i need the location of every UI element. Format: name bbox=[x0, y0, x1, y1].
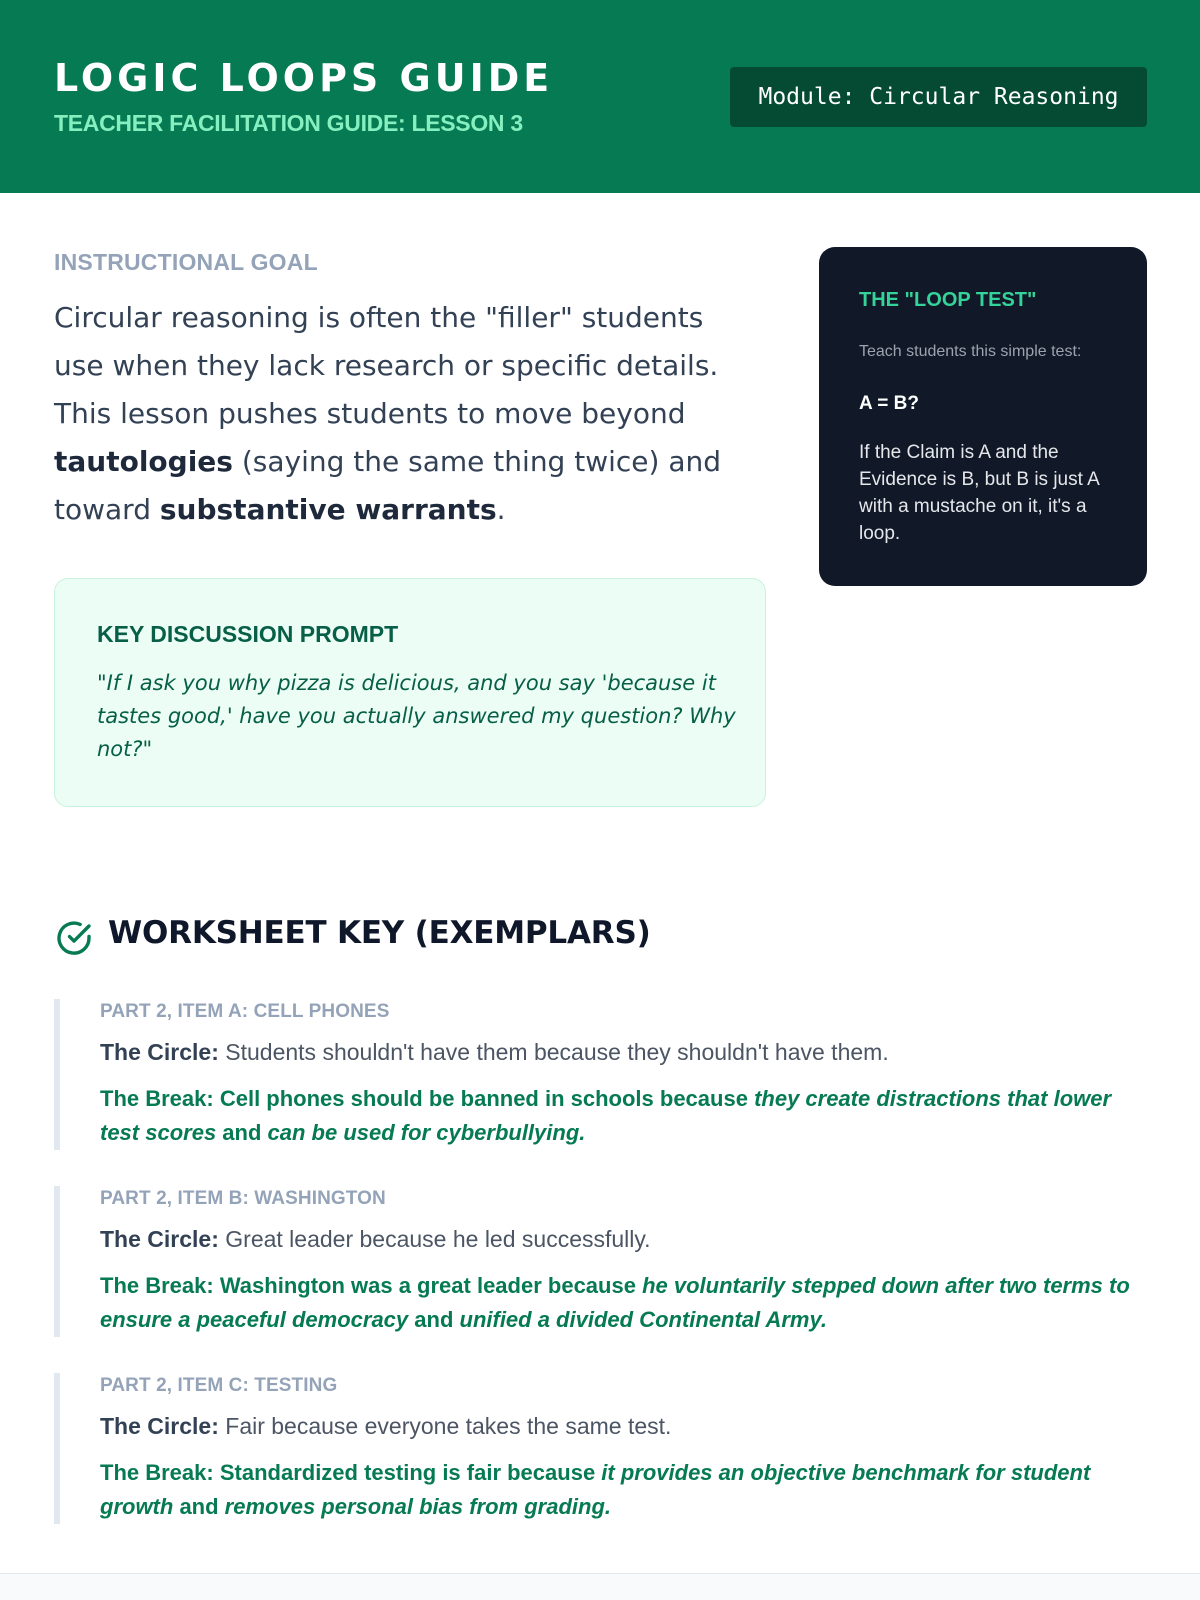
circle-label: The Circle: bbox=[100, 1039, 219, 1065]
break-and: and bbox=[173, 1494, 225, 1519]
loop-test-card bbox=[819, 247, 1147, 586]
check-circle-icon bbox=[54, 918, 94, 958]
discussion-prompt-box bbox=[54, 578, 766, 807]
circle-text: Great leader because he led successfully. bbox=[225, 1226, 651, 1252]
break-reason-2: can be used for cyberbullying. bbox=[267, 1120, 586, 1145]
page-header bbox=[0, 0, 1200, 193]
prompt-label: KEY DISCUSSION PROMPT bbox=[97, 621, 399, 647]
circle-text: Students shouldn't have them because they shouldn't have them. bbox=[225, 1039, 889, 1065]
break-reason-1: they create distractions that lower test scores bbox=[100, 1086, 1112, 1145]
goal-bold-tautologies: tautologies bbox=[54, 445, 233, 478]
prompt-quote: "If I ask you why pizza is delicious, and you say 'because it tastes good,' have you actually answered my question? Why not?" bbox=[97, 671, 736, 761]
break-lead: Standardized testing is fair because bbox=[219, 1460, 602, 1485]
break-example bbox=[100, 1269, 1140, 1337]
goal-text-part-3: . bbox=[496, 493, 506, 526]
circle-label: The Circle: bbox=[100, 1413, 219, 1439]
loop-test-intro: Teach students this simple test: bbox=[859, 343, 1082, 360]
worksheet-item bbox=[54, 1186, 1154, 1337]
break-label: The Break: bbox=[100, 1086, 214, 1111]
worksheet-item-label: PART 2, ITEM B: WASHINGTON bbox=[100, 1188, 386, 1209]
break-reason-2: removes personal bias from grading. bbox=[224, 1494, 612, 1519]
loop-test-title: THE "LOOP TEST" bbox=[859, 289, 1037, 311]
break-reason-1: it provides an objective benchmark for student growth bbox=[100, 1460, 1091, 1519]
circle-example bbox=[100, 1226, 1154, 1253]
goal-text-part-2: (saying the same thing twice) and toward bbox=[54, 445, 722, 526]
goal-bold-warrants: substantive warrants bbox=[159, 493, 497, 526]
worksheet-item bbox=[54, 999, 1154, 1150]
goal-text bbox=[54, 294, 754, 534]
break-label: The Break: bbox=[100, 1273, 214, 1298]
break-example bbox=[100, 1082, 1140, 1150]
worksheet-title: WORKSHEET KEY (EXEMPLARS) bbox=[108, 915, 651, 951]
module-badge: Module: Circular Reasoning bbox=[730, 67, 1147, 127]
circle-text: Fair because everyone takes the same test. bbox=[225, 1413, 672, 1439]
circle-example bbox=[100, 1039, 1154, 1066]
circle-label: The Circle: bbox=[100, 1226, 219, 1252]
break-lead: Washington was a great leader because bbox=[219, 1273, 643, 1298]
goal-text-part-1: Circular reasoning is often the "filler" students use when they lack research or specific details. This lesson pushes students to move beyond bbox=[54, 301, 719, 430]
worksheet-item-label: PART 2, ITEM C: TESTING bbox=[100, 1375, 338, 1396]
page-subtitle: TEACHER FACILITATION GUIDE: LESSON 3 bbox=[54, 110, 523, 136]
break-lead: Cell phones should be banned in schools because bbox=[219, 1086, 755, 1111]
break-reason-1: he voluntarily stepped down after two terms to ensure a peaceful democracy bbox=[100, 1273, 1130, 1332]
circle-example bbox=[100, 1413, 1154, 1440]
goal-label: INSTRUCTIONAL GOAL bbox=[54, 249, 318, 275]
break-reason-2: unified a divided Continental Army. bbox=[459, 1307, 828, 1332]
break-and: and bbox=[216, 1120, 268, 1145]
worksheet-item-label: PART 2, ITEM A: CELL PHONES bbox=[100, 1001, 390, 1022]
loop-test-formula: A = B? bbox=[859, 393, 919, 414]
break-label: The Break: bbox=[100, 1460, 214, 1485]
page-title: LOGIC LOOPS GUIDE bbox=[54, 56, 554, 100]
footer-divider bbox=[0, 1573, 1200, 1600]
break-and: and bbox=[408, 1307, 460, 1332]
break-example bbox=[100, 1456, 1140, 1524]
loop-test-description: If the Claim is A and the Evidence is B, but B is just A with a mustache on it, it's a loop. bbox=[859, 442, 1099, 544]
worksheet-item bbox=[54, 1373, 1154, 1524]
